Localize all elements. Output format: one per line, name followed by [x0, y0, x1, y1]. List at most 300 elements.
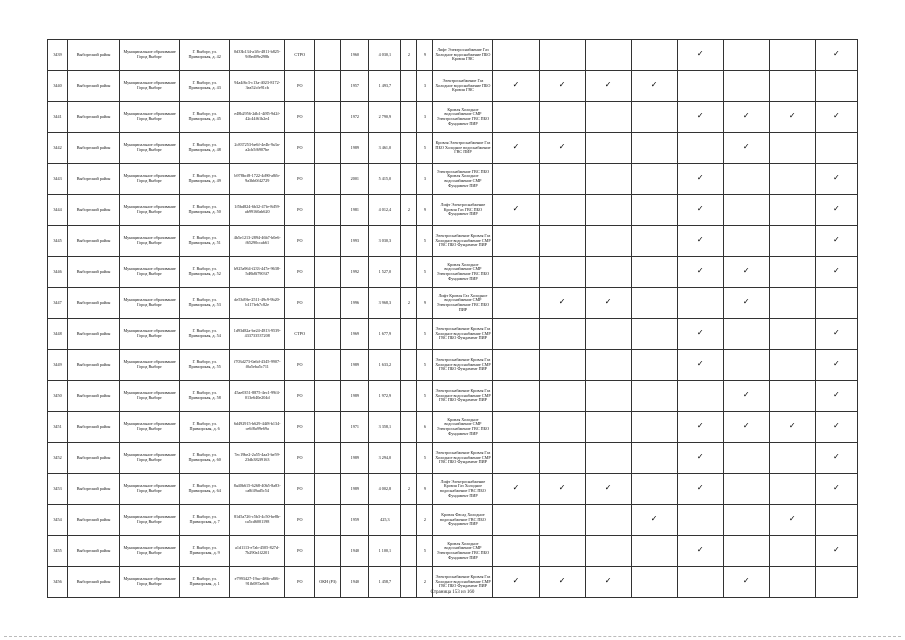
row-number: 3447	[48, 288, 68, 319]
wall-material-cell: РО	[285, 164, 315, 195]
works-list-cell: Электроснабжение Кровля Газ Холодное водоснабжение СМР ГВС ПБО Фундамент ПИР	[433, 381, 493, 412]
table-row	[48, 288, 858, 319]
area-cell: 3 461,0	[369, 133, 401, 164]
work-check-cell	[585, 195, 631, 226]
work-check-cell	[539, 443, 585, 474]
table-row	[48, 195, 858, 226]
district-cell: Выборгский район	[68, 195, 120, 226]
entrances-cell: 5	[417, 381, 433, 412]
fias-code-cell: de53d9fe-2511-49c9-9b20-b117feb7c82e	[230, 288, 285, 319]
build-year-cell: 1993	[341, 226, 369, 257]
lifts-cell	[401, 350, 417, 381]
work-check-cell	[631, 381, 677, 412]
work-check-cell	[631, 257, 677, 288]
work-check-cell	[539, 164, 585, 195]
work-check-cell	[539, 381, 585, 412]
table-row	[48, 102, 858, 133]
work-check-cell	[677, 319, 723, 350]
register-sheet	[47, 39, 858, 598]
table-row	[48, 40, 858, 71]
municipality-cell: Муниципальное образование Город Выборг	[120, 288, 180, 319]
district-cell: Выборгский район	[68, 536, 120, 567]
wall-material-cell: СТРО	[285, 319, 315, 350]
checkmark-icon: ✓	[650, 514, 658, 524]
checkmark-icon: ✓	[788, 514, 796, 524]
checkmark-icon: ✓	[833, 328, 840, 338]
work-check-cell	[815, 288, 857, 319]
district-cell: Выборгский район	[68, 567, 120, 598]
work-check-cell	[493, 350, 539, 381]
work-check-cell	[677, 71, 723, 102]
work-check-cell	[723, 40, 769, 71]
works-list-cell: Лифт Электроснабжение Газ Холодное водоснабжение ПБО Кровля ГВС	[433, 40, 493, 71]
fias-code-cell: 4b5e1213-2894-46b7-b0e6-f65290ccab61	[230, 226, 285, 257]
work-check-cell	[677, 474, 723, 505]
build-year-cell: 1940	[341, 567, 369, 598]
checkmark-icon: ✓	[512, 483, 520, 493]
entrances-cell: 9	[417, 474, 433, 505]
works-list-cell: Кровля Холодное водоснабжение СМР Электроснабжение ГВС ПБО Фундамент ПИР	[433, 257, 493, 288]
district-cell: Выборгский район	[68, 288, 120, 319]
work-check-cell	[585, 102, 631, 133]
work-check-cell	[769, 226, 815, 257]
district-cell: Выборгский район	[68, 71, 120, 102]
build-year-cell: 1981	[341, 195, 369, 226]
address-cell: Г. Выборг, ул. Приморская, д. 58	[180, 381, 230, 412]
area-cell: 4 030,1	[369, 40, 401, 71]
lifts-cell	[401, 319, 417, 350]
area-cell: 3 030,3	[369, 226, 401, 257]
checkmark-icon: ✓	[696, 359, 704, 369]
work-check-cell	[677, 40, 723, 71]
heritage-status-cell	[315, 195, 341, 226]
work-check-cell	[539, 412, 585, 443]
row-number: 3451	[48, 412, 68, 443]
works-list-cell: Кровля Электроснабжение Газ ПБО Холодное водоснабжение ГВС ПИР	[433, 133, 493, 164]
work-check-cell	[769, 350, 815, 381]
checkmark-icon: ✓	[604, 483, 612, 493]
district-cell: Выборгский район	[68, 226, 120, 257]
municipality-cell: Муниципальное образование Город Выборг	[120, 319, 180, 350]
fias-code-cell: 1f5bd824-6b32-47fe-8d59-ab99160ab620	[230, 195, 285, 226]
row-number: 3441	[48, 102, 68, 133]
lifts-cell	[401, 226, 417, 257]
row-number: 3456	[48, 567, 68, 598]
area-cell: 425,3	[369, 505, 401, 536]
work-check-cell	[815, 164, 857, 195]
district-cell: Выборгский район	[68, 350, 120, 381]
work-check-cell	[493, 536, 539, 567]
work-check-cell	[585, 226, 631, 257]
work-check-cell	[815, 350, 857, 381]
build-year-cell: 1969	[341, 319, 369, 350]
row-number: 3453	[48, 474, 68, 505]
works-list-cell: Кровля Холодное водоснабжение СМР Электроснабжение ГВС ПБО Фундамент ПИР	[433, 102, 493, 133]
address-cell: Г. Выборг, ул. Приморская, д. 6	[180, 412, 230, 443]
work-check-cell	[769, 71, 815, 102]
work-check-cell	[631, 412, 677, 443]
area-cell: 2 790,9	[369, 102, 401, 133]
municipality-cell: Муниципальное образование Город Выборг	[120, 567, 180, 598]
fias-code-cell: 94a4f6c3-c13a-4023-8172-3ea52cfe91cb	[230, 71, 285, 102]
work-check-cell	[631, 474, 677, 505]
work-check-cell	[677, 133, 723, 164]
wall-material-cell: РО	[285, 288, 315, 319]
fias-code-cell: 45ae0351-8875-4ec1-99f4-013e640e204d	[230, 381, 285, 412]
fias-code-cell: b925a964-f233-447e-9638-5d8b8f7903f7	[230, 257, 285, 288]
checkmark-icon: ✓	[742, 421, 750, 431]
work-check-cell	[723, 505, 769, 536]
municipality-cell: Муниципальное образование Город Выборг	[120, 257, 180, 288]
work-check-cell	[631, 71, 677, 102]
work-check-cell	[815, 257, 857, 288]
work-check-cell	[539, 195, 585, 226]
work-check-cell	[631, 288, 677, 319]
work-check-cell	[723, 319, 769, 350]
work-check-cell	[585, 536, 631, 567]
work-check-cell	[723, 381, 769, 412]
work-check-cell	[723, 164, 769, 195]
municipality-cell: Муниципальное образование Город Выборг	[120, 412, 180, 443]
work-check-cell	[631, 350, 677, 381]
address-cell: Г. Выборг, ул. Приморская, д. 52	[180, 257, 230, 288]
area-cell: 5 415,0	[369, 164, 401, 195]
works-list-cell: Кровля Фасад Холодное водоснабжение ГВС ПБО Фундамент ПИР	[433, 505, 493, 536]
build-year-cell: 1940	[341, 536, 369, 567]
municipality-cell: Муниципальное образование Город Выборг	[120, 164, 180, 195]
work-check-cell	[539, 505, 585, 536]
work-check-cell	[769, 164, 815, 195]
district-cell: Выборгский район	[68, 381, 120, 412]
checkmark-icon: ✓	[696, 49, 704, 59]
work-check-cell	[815, 40, 857, 71]
row-number: 3439	[48, 40, 68, 71]
wall-material-cell: РО	[285, 567, 315, 598]
work-check-cell	[815, 133, 857, 164]
lifts-cell	[401, 505, 417, 536]
work-check-cell	[815, 505, 857, 536]
work-check-cell	[631, 226, 677, 257]
checkmark-icon: ✓	[696, 173, 704, 183]
heritage-status-cell	[315, 226, 341, 257]
row-number: 3450	[48, 381, 68, 412]
district-cell: Выборгский район	[68, 40, 120, 71]
entrances-cell: 2	[417, 567, 433, 598]
work-check-cell	[539, 102, 585, 133]
heritage-status-cell	[315, 164, 341, 195]
work-check-cell	[539, 71, 585, 102]
works-list-cell: Лифт Электроснабжение Кровля Газ ГВС ПБО Фундамент ПИР	[433, 195, 493, 226]
work-check-cell	[585, 71, 631, 102]
lifts-cell: 2	[401, 40, 417, 71]
entrances-cell: 9	[417, 40, 433, 71]
address-cell: Г. Выборг, ул. Приморская, д. 45	[180, 102, 230, 133]
work-check-cell	[493, 288, 539, 319]
checkmark-icon: ✓	[696, 266, 704, 276]
checkmark-icon: ✓	[604, 297, 612, 307]
municipality-cell: Муниципальное образование Город Выборг	[120, 71, 180, 102]
row-number: 3446	[48, 257, 68, 288]
table-row	[48, 319, 858, 350]
checkmark-icon: ✓	[696, 421, 704, 431]
checkmark-icon: ✓	[696, 545, 704, 555]
work-check-cell	[631, 536, 677, 567]
checkmark-icon: ✓	[833, 235, 840, 245]
work-check-cell	[493, 505, 539, 536]
area-cell: 1 100,1	[369, 536, 401, 567]
checkmark-icon: ✓	[833, 483, 840, 493]
work-check-cell	[677, 381, 723, 412]
heritage-status-cell	[315, 288, 341, 319]
address-cell: Г. Выборг, ул. Приморская, д. 43	[180, 71, 230, 102]
work-check-cell	[769, 474, 815, 505]
work-check-cell	[585, 443, 631, 474]
entrances-cell: 5	[417, 133, 433, 164]
work-check-cell	[493, 133, 539, 164]
work-check-cell	[677, 226, 723, 257]
entrances-cell: 5	[417, 226, 433, 257]
area-cell: 1 493,7	[369, 71, 401, 102]
entrances-cell: 9	[417, 195, 433, 226]
area-cell: 1 527,0	[369, 257, 401, 288]
wall-material-cell: РО	[285, 71, 315, 102]
work-check-cell	[631, 505, 677, 536]
heritage-status-cell	[315, 350, 341, 381]
work-check-cell	[677, 536, 723, 567]
wall-material-cell: РО	[285, 443, 315, 474]
checkmark-icon: ✓	[696, 111, 704, 121]
wall-material-cell: РО	[285, 102, 315, 133]
checkmark-icon: ✓	[742, 390, 750, 400]
checkmark-icon: ✓	[696, 483, 704, 493]
checkmark-icon: ✓	[512, 80, 520, 90]
checkmark-icon: ✓	[558, 297, 566, 307]
work-check-cell	[585, 257, 631, 288]
heritage-status-cell	[315, 319, 341, 350]
municipality-cell: Муниципальное образование Город Выборг	[120, 443, 180, 474]
works-list-cell: Электроснабжение Кровля Газ Холодное водоснабжение СМР ГВС ПБО Фундамент ПИР	[433, 319, 493, 350]
address-cell: Г. Выборг, ул. Приморская, д. 60	[180, 443, 230, 474]
page-footer: Страница 153 из 160	[430, 590, 475, 595]
municipality-cell: Муниципальное образование Город Выборг	[120, 102, 180, 133]
checkmark-icon: ✓	[558, 483, 566, 493]
work-check-cell	[585, 381, 631, 412]
district-cell: Выборгский район	[68, 412, 120, 443]
lifts-cell	[401, 536, 417, 567]
work-check-cell	[769, 40, 815, 71]
work-check-cell	[815, 412, 857, 443]
table-row	[48, 443, 858, 474]
table-row	[48, 71, 858, 102]
fias-code-cell: e48b2956-2db1-4f85-9d2f-42c44f61b2e4	[230, 102, 285, 133]
district-cell: Выборгский район	[68, 505, 120, 536]
wall-material-cell: РО	[285, 474, 315, 505]
entrances-cell: 3	[417, 164, 433, 195]
work-check-cell	[493, 319, 539, 350]
work-check-cell	[585, 319, 631, 350]
lifts-cell	[401, 102, 417, 133]
municipality-cell: Муниципальное образование Город Выборг	[120, 381, 180, 412]
area-cell: 1 458,7	[369, 567, 401, 598]
fias-code-cell: a1d1113-e7ab-4505-827d-7b290a1f2201	[230, 536, 285, 567]
heritage-status-cell	[315, 474, 341, 505]
fias-code-cell: 2c837253-be6f-4e4b-9a3a-a2cb5f6907be	[230, 133, 285, 164]
wall-material-cell: РО	[285, 257, 315, 288]
heritage-status-cell	[315, 536, 341, 567]
district-cell: Выборгский район	[68, 474, 120, 505]
table-row	[48, 133, 858, 164]
work-check-cell	[723, 474, 769, 505]
checkmark-icon: ✓	[788, 111, 796, 121]
row-number: 3449	[48, 350, 68, 381]
lifts-cell	[401, 412, 417, 443]
area-cell: 3 294,0	[369, 443, 401, 474]
work-check-cell	[677, 350, 723, 381]
work-check-cell	[493, 474, 539, 505]
table-row	[48, 257, 858, 288]
checkmark-icon: ✓	[742, 142, 750, 152]
work-check-cell	[677, 443, 723, 474]
build-year-cell: 1989	[341, 443, 369, 474]
district-cell: Выборгский район	[68, 257, 120, 288]
address-cell: Г. Выборг, ул. Приморская, д. 9	[180, 536, 230, 567]
wall-material-cell: РО	[285, 226, 315, 257]
works-list-cell: Лифт Электроснабжение Кровля Газ Холодное водоснабжение ГВС ПБО Фундамент ПИР	[433, 474, 493, 505]
work-check-cell	[539, 40, 585, 71]
fias-code-cell: f703d273-0a6d-4345-9907-f0a5eba5c711	[230, 350, 285, 381]
entrances-cell: 5	[417, 319, 433, 350]
municipality-cell: Муниципальное образование Город Выборг	[120, 40, 180, 71]
checkmark-icon: ✓	[742, 576, 750, 586]
checkmark-icon: ✓	[833, 266, 840, 276]
area-cell: 3 358,1	[369, 412, 401, 443]
row-number: 3442	[48, 133, 68, 164]
entrances-cell: 3	[417, 71, 433, 102]
build-year-cell: 2001	[341, 164, 369, 195]
area-cell: 1 677,9	[369, 319, 401, 350]
work-check-cell	[585, 288, 631, 319]
work-check-cell	[493, 164, 539, 195]
works-list-cell: Электроснабжение Кровля Газ Холодное водоснабжение СМР ГВС ПБО Фундамент ПИР	[433, 350, 493, 381]
lifts-cell	[401, 133, 417, 164]
works-list-cell: Электроснабжение Кровля Газ Холодное водоснабжение СМР ГВС ПБО Фундамент ПИР	[433, 443, 493, 474]
table-row	[48, 474, 858, 505]
heritage-status-cell	[315, 381, 341, 412]
heritage-status-cell	[315, 443, 341, 474]
fias-code-cell: 6d492915-b629-44f8-b134-ce6f8a99e69a	[230, 412, 285, 443]
table-row	[48, 164, 858, 195]
work-check-cell	[723, 536, 769, 567]
work-check-cell	[769, 257, 815, 288]
municipality-cell: Муниципальное образование Город Выборг	[120, 474, 180, 505]
work-check-cell	[723, 257, 769, 288]
work-check-cell	[539, 350, 585, 381]
municipality-cell: Муниципальное образование Город Выборг	[120, 350, 180, 381]
municipality-cell: Муниципальное образование Город Выборг	[120, 226, 180, 257]
checkmark-icon: ✓	[833, 421, 840, 431]
address-cell: Г. Выборг, ул. Приморская, д. 50	[180, 195, 230, 226]
work-check-cell	[769, 443, 815, 474]
work-check-cell	[585, 412, 631, 443]
work-check-cell	[493, 412, 539, 443]
work-check-cell	[585, 474, 631, 505]
district-cell: Выборгский район	[68, 102, 120, 133]
area-cell: 1 972,9	[369, 381, 401, 412]
row-number: 3440	[48, 71, 68, 102]
entrances-cell: 6	[417, 412, 433, 443]
wall-material-cell: РО	[285, 505, 315, 536]
checkmark-icon: ✓	[512, 142, 520, 152]
work-check-cell	[723, 288, 769, 319]
work-check-cell	[493, 257, 539, 288]
checkmark-icon: ✓	[696, 204, 704, 214]
lifts-cell: 2	[401, 474, 417, 505]
table-row	[48, 505, 858, 536]
address-cell: Г. Выборг, ул. Приморская, д. 51	[180, 226, 230, 257]
heritage-status-cell	[315, 133, 341, 164]
checkmark-icon: ✓	[833, 545, 840, 555]
checkmark-icon: ✓	[833, 173, 840, 183]
work-check-cell	[677, 164, 723, 195]
work-check-cell	[769, 505, 815, 536]
lifts-cell: 2	[401, 195, 417, 226]
work-check-cell	[815, 226, 857, 257]
work-check-cell	[815, 536, 857, 567]
work-check-cell	[723, 226, 769, 257]
work-check-cell	[631, 40, 677, 71]
work-check-cell	[769, 412, 815, 443]
address-cell: Г. Выборг, ул. Приморская, д. 42	[180, 40, 230, 71]
fias-code-cell: 8a40b615-6268-40b5-8a83-ca8f49ad5c54	[230, 474, 285, 505]
build-year-cell: 1972	[341, 102, 369, 133]
work-check-cell	[585, 133, 631, 164]
heritage-status-cell	[315, 257, 341, 288]
table-row	[48, 412, 858, 443]
work-check-cell	[815, 474, 857, 505]
checkmark-icon: ✓	[742, 266, 750, 276]
work-check-cell	[539, 133, 585, 164]
lifts-cell	[401, 164, 417, 195]
entrances-cell: 5	[417, 443, 433, 474]
work-check-cell	[539, 226, 585, 257]
municipality-cell: Муниципальное образование Город Выборг	[120, 505, 180, 536]
checkmark-icon: ✓	[833, 49, 840, 59]
scan-edge-line	[4, 636, 901, 637]
checkmark-icon: ✓	[558, 80, 566, 90]
checkmark-icon: ✓	[833, 359, 840, 369]
checkmark-icon: ✓	[833, 111, 840, 121]
heritage-status-cell: ОКН (РЗ)	[315, 567, 341, 598]
work-check-cell	[493, 71, 539, 102]
row-number: 3444	[48, 195, 68, 226]
fias-code-cell: 81d5a726-c5b3-4c50-be8b-ca5cd6001198	[230, 505, 285, 536]
entrances-cell: 5	[417, 350, 433, 381]
works-list-cell: Кровля Холодное водоснабжение СМР Электроснабжение ГВС ПБО Фундамент ПИР	[433, 536, 493, 567]
address-cell: Г. Выборг, ул. Приморская, д. 55	[180, 350, 230, 381]
row-number: 3443	[48, 164, 68, 195]
district-cell: Выборгский район	[68, 133, 120, 164]
work-check-cell	[677, 505, 723, 536]
work-check-cell	[493, 40, 539, 71]
work-check-cell	[539, 257, 585, 288]
checkmark-icon: ✓	[833, 204, 840, 214]
wall-material-cell: РО	[285, 195, 315, 226]
heritage-status-cell	[315, 102, 341, 133]
entrances-cell: 9	[417, 288, 433, 319]
work-check-cell	[493, 381, 539, 412]
works-list-cell: Электроснабжение Кровля Газ Холодное водоснабжение СМР ГВС ПБО Фундамент ПИР	[433, 567, 493, 598]
checkmark-icon: ✓	[833, 390, 840, 400]
